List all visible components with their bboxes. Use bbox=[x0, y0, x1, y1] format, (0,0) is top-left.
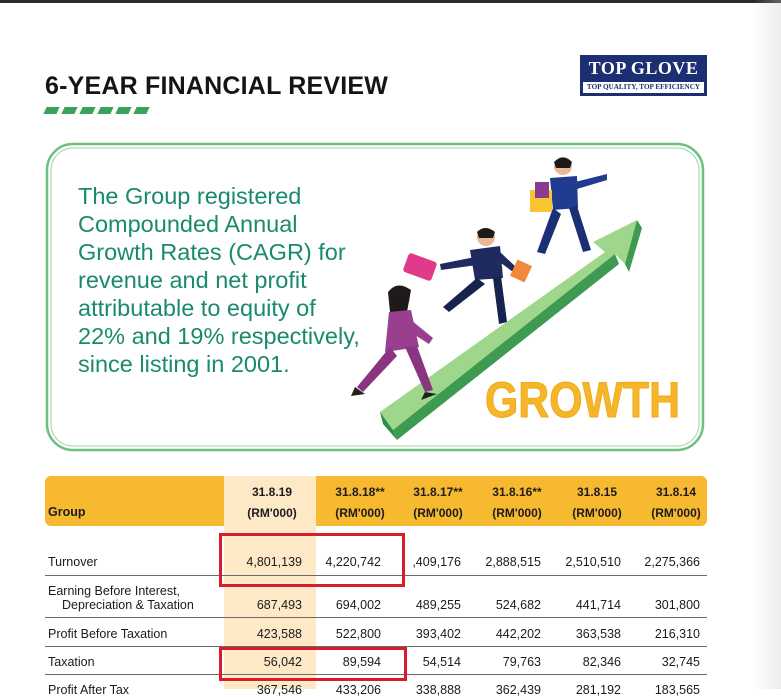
table-cell: 393,402 bbox=[415, 627, 461, 641]
logo-tagline: TOP QUALITY, TOP EFFICIENCY bbox=[583, 82, 704, 93]
col-unit: (RM'000) bbox=[651, 506, 701, 520]
title-underline-dashes bbox=[45, 107, 148, 114]
table-cell: 56,042 bbox=[263, 655, 302, 669]
col-unit: (RM'000) bbox=[413, 506, 463, 520]
header-col-1 bbox=[232, 482, 312, 524]
table-cell: 524,682 bbox=[495, 598, 541, 612]
top-border bbox=[0, 0, 781, 3]
table-cell: 82,346 bbox=[582, 655, 621, 669]
highlight-box-taxation bbox=[219, 647, 407, 681]
table-cell: 216,310 bbox=[654, 627, 700, 641]
table-cell: 423,588 bbox=[256, 627, 302, 641]
col-date: 31.8.14 bbox=[655, 485, 697, 499]
table-cell: 433,206 bbox=[335, 683, 381, 697]
col-date: 31.8.15 bbox=[576, 485, 618, 499]
row-label-pbt: Profit Before Taxation bbox=[48, 627, 168, 641]
header-col-4 bbox=[477, 482, 557, 524]
table-cell: 2,888,515 bbox=[485, 555, 541, 569]
logo-name: TOP GLOVE bbox=[588, 58, 699, 78]
table-cell: 32,745 bbox=[661, 655, 700, 669]
col-unit: (RM'000) bbox=[492, 506, 542, 520]
header-col-2 bbox=[320, 482, 400, 524]
header-group-label: Group bbox=[48, 505, 86, 519]
cagr-statement: The Group registered Compounded Annual Growth Rates (CAGR) for revenue and net profit attributable to equity of 22% and 19% respectively, since listing in 2001. bbox=[78, 183, 360, 377]
table-cell: 367,546 bbox=[256, 683, 302, 697]
table-cell: 89,594 bbox=[342, 655, 381, 669]
row-label-pat: Profit After Tax bbox=[48, 683, 130, 697]
table-cell: 54,514 bbox=[422, 655, 461, 669]
col-date: 31.8.18** bbox=[335, 485, 385, 499]
table-cell: 301,800 bbox=[654, 598, 700, 612]
col-date: 31.8.16** bbox=[492, 485, 542, 499]
table-cell: 363,538 bbox=[575, 627, 621, 641]
table-cell: 79,763 bbox=[502, 655, 541, 669]
table-cell: 522,800 bbox=[335, 627, 381, 641]
growth-word: GROWTH bbox=[485, 372, 680, 428]
row-label-ebitda: Earning Before Interest, bbox=[48, 584, 181, 598]
table-cell: 442,202 bbox=[495, 627, 541, 641]
table-cell: 441,714 bbox=[575, 598, 621, 612]
row-label-ebitda-line2: Depreciation & Taxation bbox=[62, 598, 194, 612]
highlight-box-turnover bbox=[219, 533, 405, 587]
table-cell: 489,255 bbox=[415, 598, 461, 612]
table-cell: 4,220,742 bbox=[325, 555, 381, 569]
table-cell: 2,510,510 bbox=[565, 555, 621, 569]
col-unit: (RM'000) bbox=[335, 506, 385, 520]
table-cell: ,409,176 bbox=[412, 555, 461, 569]
row-label-turnover: Turnover bbox=[48, 555, 98, 569]
table-cell: 281,192 bbox=[575, 683, 621, 697]
table-cell: 694,002 bbox=[335, 598, 381, 612]
table-cell: 338,888 bbox=[415, 683, 461, 697]
header-col-5 bbox=[557, 482, 637, 524]
header-col-6 bbox=[636, 482, 716, 524]
page-title: 6-YEAR FINANCIAL REVIEW bbox=[45, 72, 389, 100]
row-label-taxation: Taxation bbox=[48, 655, 95, 669]
table-cell: 183,565 bbox=[654, 683, 700, 697]
col-date: 31.8.19 bbox=[251, 485, 293, 499]
row-divider bbox=[45, 617, 707, 618]
col-unit: (RM'000) bbox=[247, 506, 297, 520]
table-cell: 362,439 bbox=[495, 683, 541, 697]
table-cell: 2,275,366 bbox=[644, 555, 700, 569]
top-glove-logo bbox=[580, 55, 707, 96]
page-shadow bbox=[753, 0, 781, 689]
table-cell: 4,801,139 bbox=[246, 555, 302, 569]
col-date: 31.8.17** bbox=[413, 485, 463, 499]
col-unit: (RM'000) bbox=[572, 506, 622, 520]
table-cell: 687,493 bbox=[256, 598, 302, 612]
header-col-3 bbox=[398, 482, 478, 524]
